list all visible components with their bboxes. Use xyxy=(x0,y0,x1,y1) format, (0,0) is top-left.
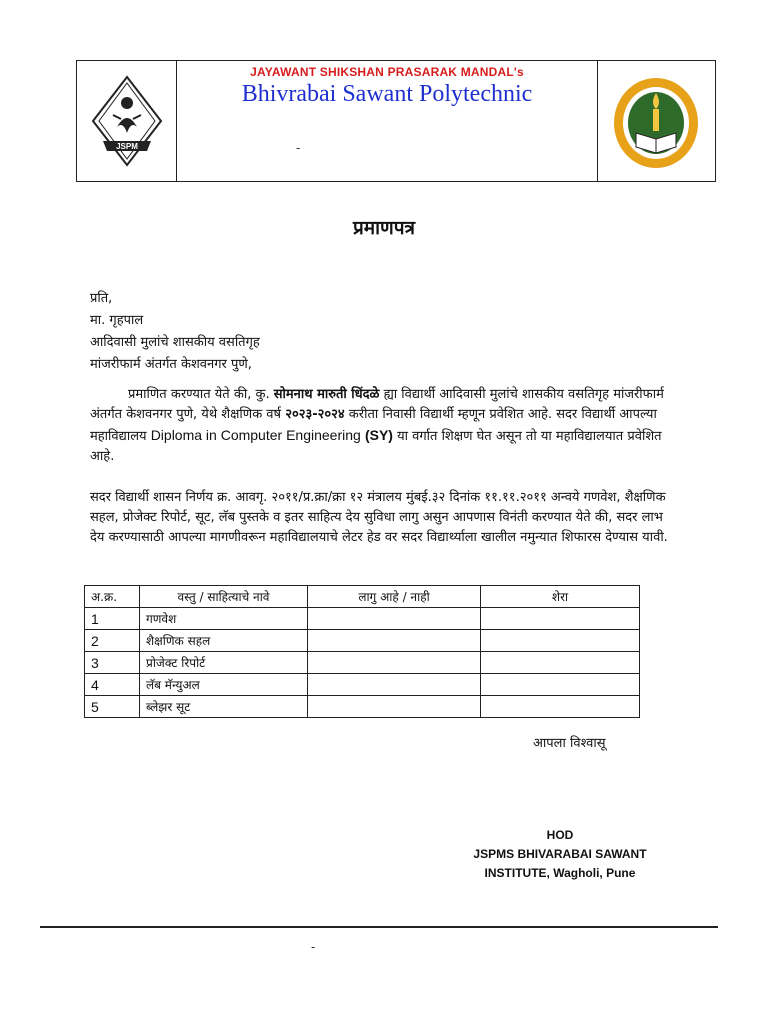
student-name: सोमनाथ मारुती धिंदळे xyxy=(273,387,380,402)
row-sr: 2 xyxy=(85,630,140,652)
para1-text: या वर्गात शिक्षण घेत असून तो या महाविद्यालयात प्रवेशित आहे. xyxy=(90,429,662,464)
row-remark xyxy=(481,696,640,718)
row-item: लॅब मॅन्युअल xyxy=(140,674,308,696)
table-header-row xyxy=(85,586,640,608)
header-remark: शेरा xyxy=(481,586,640,608)
signature-institute: JSPMS BHIVARABAI SAWANT xyxy=(473,847,647,861)
table-row xyxy=(85,696,640,718)
row-remark xyxy=(481,674,640,696)
row-remark xyxy=(481,608,640,630)
row-item: गणवेश xyxy=(140,608,308,630)
class-year: (SY) xyxy=(364,427,393,443)
academic-year: २०२३-२०२४ xyxy=(285,407,345,422)
row-item: ब्लेझर सूट xyxy=(140,696,308,718)
table-row xyxy=(85,652,640,674)
table-row xyxy=(85,674,640,696)
header-item: वस्तु / साहित्याचे नावे xyxy=(140,586,308,608)
college-emblem-icon xyxy=(610,75,702,171)
letterhead-left-cell xyxy=(77,61,177,181)
row-remark xyxy=(481,630,640,652)
table-row xyxy=(85,608,640,630)
signature-block xyxy=(460,826,660,883)
closing-salutation: आपला विश्वासू xyxy=(533,736,606,751)
course-name: Diploma in Computer Engineering xyxy=(150,427,361,443)
row-sr: 3 xyxy=(85,652,140,674)
jspm-logo-text: JSPM xyxy=(116,142,138,151)
para1-text: करीता निवासी विद्यार्थी म्हणून प्रवेशित आहे. सदर विद्यार्थी आपल्या महाविद्यालय xyxy=(90,407,657,444)
header-sr: अ.क्र. xyxy=(85,586,140,608)
row-sr: 5 xyxy=(85,696,140,718)
certification-paragraph xyxy=(90,385,670,467)
address-line: प्रति, xyxy=(90,291,113,306)
row-item: प्रोजेक्ट रिपोर्ट xyxy=(140,652,308,674)
address-line: मांजरीफार्म अंतर्गत केशवनगर पुणे, xyxy=(90,357,252,372)
row-remark xyxy=(481,652,640,674)
recipient-address xyxy=(90,288,260,376)
header-applicable: लागु आहे / नाही xyxy=(308,586,481,608)
row-applicable xyxy=(308,674,481,696)
letterhead-center xyxy=(177,61,597,181)
address-line: आदिवासी मुलांचे शासकीय वसतिगृह xyxy=(90,335,260,350)
letterhead xyxy=(76,60,716,182)
footer-divider xyxy=(40,926,718,928)
request-paragraph: सदर विद्यार्थी शासन निर्णय क्र. आवगृ. २०११/प्र.क्रा/क्रा १२ मंत्रालय मुंबई.३२ दिनांक ११.११.२०११ अन्वये गणवेश, शैक्षणिक सहल, प्रोजेक्ट रिपोर्ट, सूट, लॅब पुस्तके व इतर साहित्य देय सुविधा लागु असुन आपणास विनंती करण्यात येते की, सदर लाभ देय करण्यासाठी आपल्या मागणीवरून महाविद्यालयाचे लेटर हेड वर सदर विद्यार्थ्याला खालील नमुन्यात शिफारस देण्यास यावी. xyxy=(90,490,668,545)
signature-title: HOD xyxy=(546,828,574,842)
header-dash: - xyxy=(296,141,301,155)
row-applicable xyxy=(308,630,481,652)
table-row xyxy=(85,630,640,652)
row-sr: 1 xyxy=(85,608,140,630)
address-line: मा. गृहपाल xyxy=(90,313,144,328)
letterhead-right-cell xyxy=(597,61,715,181)
para1-text: ह्या विद्यार्थी आदिवासी मुलांचे शासकीय वसतिगृह मांजरीफार्म अंतर्गत केशवनगर पुणे, येथे शैक्षणिक वर्ष xyxy=(90,387,664,422)
para1-text: प्रमाणित करण्यात येते की, कु. xyxy=(128,387,274,402)
row-applicable xyxy=(308,652,481,674)
items-table xyxy=(84,585,640,718)
footer-dash: - xyxy=(311,940,316,954)
row-item: शैक्षणिक सहल xyxy=(140,630,308,652)
signature-location: INSTITUTE, Wagholi, Pune xyxy=(484,866,636,880)
jspm-logo xyxy=(91,75,163,167)
document-title: प्रमाणपत्र xyxy=(352,217,416,239)
row-sr: 4 xyxy=(85,674,140,696)
row-applicable xyxy=(308,696,481,718)
mandal-name: JAYAWANT SHIKSHAN PRASARAK MANDAL's xyxy=(250,65,524,79)
row-applicable xyxy=(308,608,481,630)
college-name: Bhivrabai Sawant Polytechnic xyxy=(241,81,533,107)
